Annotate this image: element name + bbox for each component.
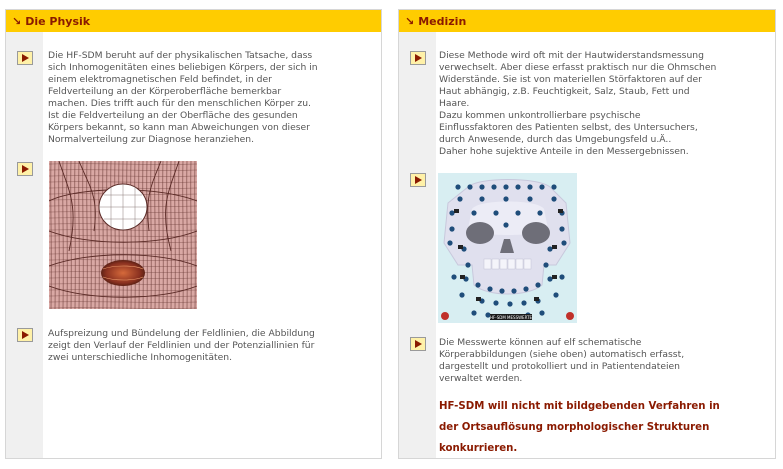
- medicine-panel-title: Medizin: [418, 14, 467, 28]
- reference-marker-left: [441, 312, 449, 320]
- play-button-medicine-2[interactable]: [410, 173, 426, 187]
- play-button-medicine-3[interactable]: [410, 337, 426, 351]
- play-icon: [415, 340, 422, 348]
- physics-panel-title: Die Physik: [25, 14, 91, 28]
- highlight-statement: HF-SDM will nicht mit bildgebenden Verfahren in der Ortsauflösung morphologischer Strukturen konkurrieren.: [439, 401, 720, 454]
- play-icon: [22, 165, 29, 173]
- physics-panel-header: [6, 10, 381, 32]
- play-button-physics-2[interactable]: [17, 162, 33, 176]
- play-icon: [415, 54, 422, 62]
- figure-caption-text: HF-SDM MESSWERTE: [489, 315, 533, 320]
- play-icon: [415, 176, 422, 184]
- physics-paragraph-2: Aufspreizung und Bündelung der Feldlinien, die Abbildung zeigt den Verlauf der Feldlinien und der Potenziallinien für zwei unterschiedliche Inhomogenitäten.: [48, 328, 315, 363]
- play-button-physics-3[interactable]: [17, 328, 33, 342]
- play-icon: [22, 331, 29, 339]
- medicine-panel: [398, 9, 776, 459]
- play-button-physics-1[interactable]: [17, 51, 33, 65]
- medicine-gutter: [399, 32, 436, 458]
- medicine-panel-body: [399, 32, 775, 458]
- field-lines-figure: [49, 161, 197, 309]
- physics-paragraph-1: Die HF-SDM beruht auf der physikalischen Tatsache, dass sich Inhomogenitäten eines beliebigen Körpers, der sich in einem elektromagnetischen Feld befindet, in der Feldverteilung an der Körperoberfläche bemerkbar machen. Dies trifft auch für den menschlichen Körper zu. Ist die Feldverteilung an der Oberfläche des gesunden Körpers bekannt, so kann man Abweichungen von dieser Normalverteilung zur Diagnose heranziehen.: [48, 50, 318, 145]
- high-conductivity-inhomogeneity: [101, 260, 145, 286]
- physics-panel-body: [6, 32, 381, 458]
- medicine-paragraph-1: Diese Methode wird oft mit der Hautwiderstandsmessung verwechselt. Aber diese erfasst praktisch nur die Ohmschen Widerstände. Sie ist von materiellen Störfaktoren auf der Haut abhängig, z.B. Feuchtigkeit, Salz, Staub, Fett und Haare. Dazu kommen unkontrollierbare psychische Einflussfaktoren des Patienten selbst, des Untersuchers, durch Anwesende, durch das Umgebungsfeld u.Ä.. Daher hohe sujektive Anteile in den Messergebnissen.: [439, 50, 717, 157]
- physics-panel: [5, 9, 382, 459]
- physics-gutter: [6, 32, 43, 458]
- play-icon: [22, 54, 29, 62]
- field-horizontal-lines: [49, 161, 197, 309]
- arrow-down-right-icon: ↘: [12, 14, 22, 28]
- arrow-down-right-icon: ↘: [405, 14, 415, 28]
- play-button-medicine-1[interactable]: [410, 51, 426, 65]
- skull-measurement-figure: [438, 173, 577, 323]
- reference-marker-right: [566, 312, 574, 320]
- medicine-paragraph-2: Die Messwerte können auf elf schematische Körperabbildungen (siehe oben) automatisch erfasst, dargestellt und protokolliert und in Patientendateien verwaltet werden.: [439, 337, 685, 384]
- medicine-panel-header: [399, 10, 775, 32]
